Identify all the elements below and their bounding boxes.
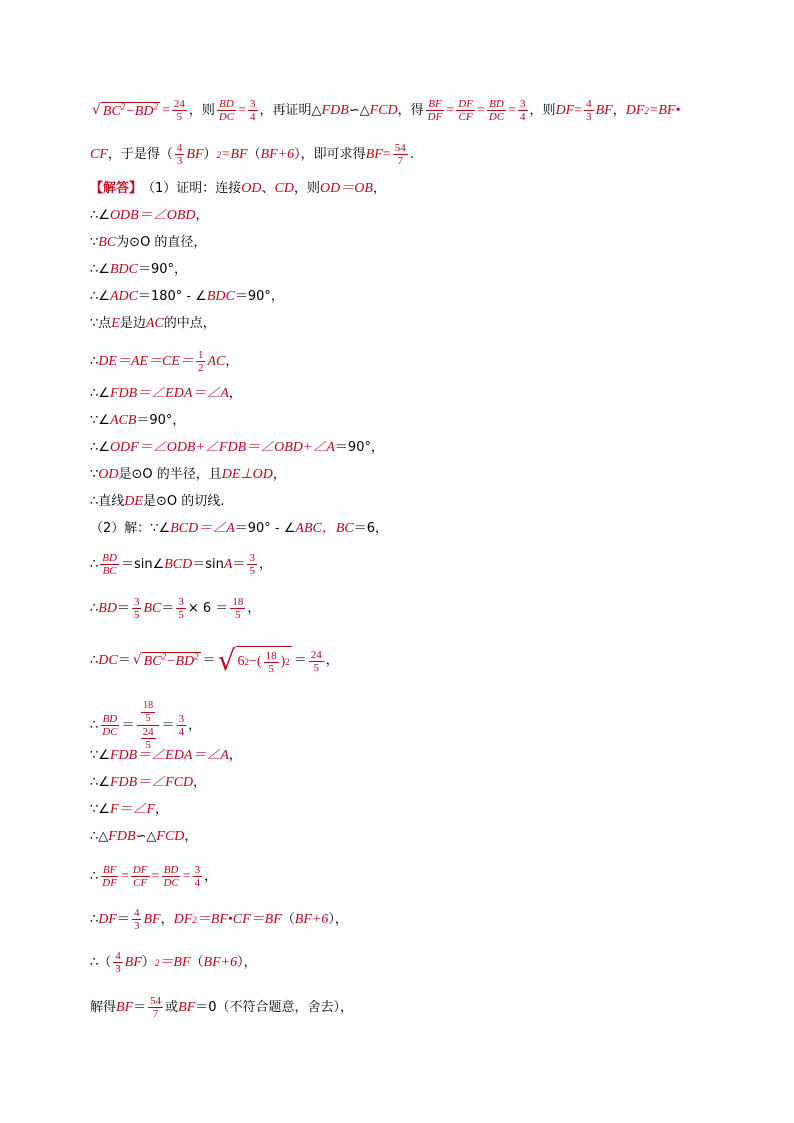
fraction: $\frac{3}{5}$ [178, 596, 184, 621]
fraction: $\frac{DF}{CF}$ [458, 98, 473, 123]
fraction: $\frac{4}{3}$ [176, 142, 183, 167]
sqrt-expression: √ $BC^2-BD^2$ [132, 651, 199, 669]
result-10: ∴ DF ＝ $\frac{4}{3}$ BF ， DF 2 ＝BF•CF＝BF （ BF+6 ）， [90, 907, 348, 932]
sqrt-expression: √ $BC^2-BD^2$ [92, 100, 158, 119]
result-1: ∴ $\frac{BD}{BC}$ ＝sin∠ BCD ＝sin A ＝ $\frac{3}{5}$ ， [90, 552, 272, 577]
part-2-intro: （2）解：∵∠ BCD＝∠A ＝90° - ∠ ABC，BC ＝6， [90, 521, 389, 536]
solution-intro: 【解答】 （1）证明：连接 OD 、 CD ，则 OD＝OB ， [90, 181, 386, 196]
fraction: $\frac{BD}{BC}$ [102, 552, 117, 577]
fraction: $\frac{3}{4}$ [250, 98, 256, 123]
fraction: $\frac{54}{7}$ [150, 995, 162, 1020]
step-11: ∴直线 DE 是⊙O 的切线. [90, 494, 225, 509]
fraction: $\frac{24}{5}$ [310, 648, 322, 674]
fraction: $\frac{3}{4}$ [178, 713, 185, 738]
step-2: ∵ BC 为⊙O 的直径， [90, 235, 207, 250]
result-6: ∴∠ FDB＝∠FCD ， [90, 775, 207, 790]
fraction: $\frac{DF}{CF}$ [132, 864, 148, 889]
fraction: $\frac{BF}{DF}$ [102, 864, 117, 889]
fraction: $\frac{4}{3}$ [586, 98, 592, 123]
sqrt-expression: √ 6 2 −( $\frac{18}{5}$ ) 2 [217, 644, 290, 677]
fraction: $\frac{BD}{DC}$ [102, 713, 118, 738]
result-11: ∴（ $\frac{4}{3}$ BF ） 2 ＝BF （ BF+6 ）， [90, 950, 257, 975]
step-4: ∴∠ ADC ＝180° - ∠ BDC ＝90°， [90, 289, 284, 304]
fraction: $\frac{3}{5}$ [249, 552, 255, 577]
fraction: $\frac{3}{4}$ [194, 864, 201, 889]
analysis-line-2: CF ，于是得（ $\frac{4}{3}$ BF ） 2 =BF （ BF+6 ），即可求得 BF = $\frac{54}{7}$ . [90, 142, 414, 167]
step-6: ∴ DE＝AE＝CE＝ $\frac{1}{2}$ AC ， [90, 349, 239, 374]
step-5: ∵点 E 是边 AC 的中点， [90, 316, 216, 331]
result-4: ∴ $\frac{BD}{DC}$ ＝ $\frac{\frac{18}{5}}{\frac{24}{5}}$ ＝ $\frac{3}{4}$ ， [90, 700, 202, 751]
fraction: $\frac{3}{4}$ [520, 98, 526, 123]
fraction: $\frac{1}{2}$ [197, 349, 204, 374]
result-2: ∴ BD ＝ $\frac{3}{5}$ BC ＝ $\frac{3}{5}$ × 6 ＝ $\frac{18}{5}$ ， [90, 596, 261, 621]
compound-fraction: $\frac{\frac{18}{5}}{\frac{24}{5}}$ [137, 700, 160, 751]
result-8: ∴△ FDB ∽△ FCD ， [90, 829, 198, 844]
fraction: $\frac{4}{3}$ [133, 907, 140, 932]
fraction: $\frac{18}{5}$ [265, 649, 277, 675]
analysis-line-1: √ $BC^2-BD^2$ = $\frac{24}{5}$ ，则 $\frac{BD}{DC}$ = $\frac{3}{4}$ ，再证明△ FDB ∽△ FCD ，得 $\frac{BF}{DF}$ = $\frac{DF}{CF}$ = $\frac{BD}{DC}$ = $\frac{3}{4}$ ，则 DF = $\frac{4}{3}$ BF ， DF 2 =BF• [92, 98, 681, 123]
answer-tag: 【解答】 [90, 181, 143, 196]
result-5: ∵∠ FDB＝∠EDA＝∠A ， [90, 748, 242, 763]
fraction: $\frac{BD}{DC}$ [488, 98, 505, 123]
result-12: 解得 BF ＝ $\frac{54}{7}$ 或 BF ＝0（不符合题意，舍去）， [90, 995, 354, 1020]
fraction: $\frac{BD}{DC}$ [218, 98, 235, 123]
fraction: $\frac{3}{5}$ [133, 596, 140, 621]
result-7: ∵∠ F＝∠F ， [90, 802, 169, 817]
step-10: ∵ OD 是⊙O 的半径，且 DE⊥OD ， [90, 467, 286, 482]
fraction: $\frac{BD}{DC}$ [163, 864, 179, 889]
result-9: ∴ $\frac{BF}{DF}$ = $\frac{DF}{CF}$ = $\frac{BD}{DC}$ = $\frac{3}{4}$ ， [90, 864, 218, 889]
step-8: ∵∠ ACB ＝90°， [90, 413, 186, 428]
step-7: ∴∠ FDB＝∠EDA＝∠A ， [90, 386, 242, 401]
fraction: $\frac{BF}{DF}$ [427, 98, 443, 123]
fraction: $\frac{18}{5}$ [232, 596, 244, 621]
fraction: $\frac{4}{3}$ [115, 950, 121, 975]
result-3: ∴ DC ＝ √ $BC^2-BD^2$ ＝ √ 6 2 −( $\frac{18}{5}$ ) 2 ＝ $\frac{24}{5}$ ， [90, 644, 339, 677]
step-3: ∴∠ BDC ＝90°， [90, 262, 187, 277]
fraction: $\frac{54}{7}$ [394, 142, 406, 167]
step-1: ∴∠ ODB＝∠OBD ， [90, 208, 209, 223]
step-9: ∴∠ ODF＝∠ODB+∠FDB＝∠OBD+∠A ＝90°， [90, 440, 384, 455]
fraction: $\frac{24}{5}$ [173, 98, 185, 123]
